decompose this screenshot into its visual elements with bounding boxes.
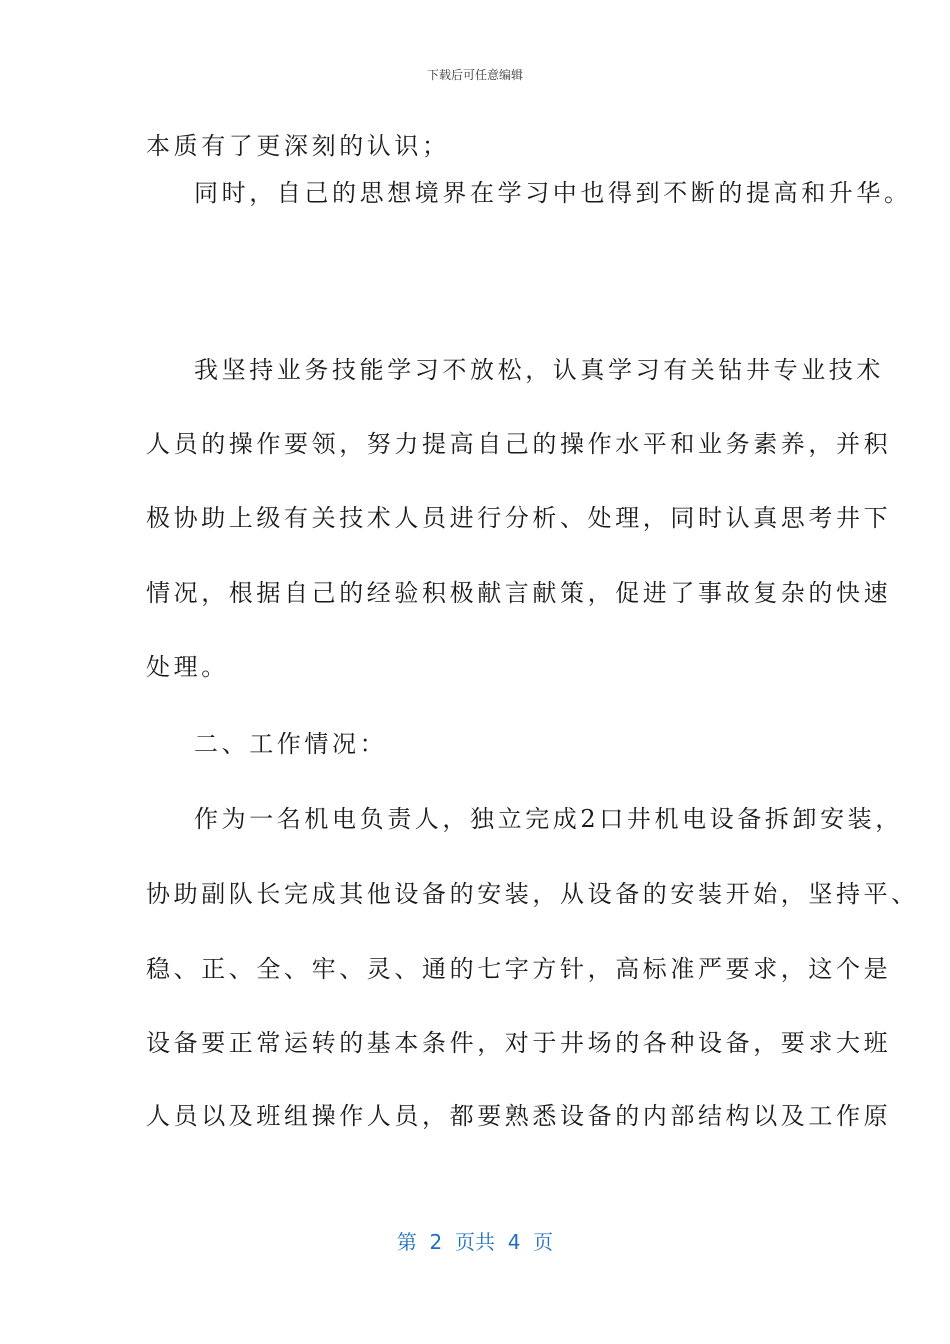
text-line-12: 设备要正常运转的基本条件，对于井场的各种设备，要求大班 [146, 1029, 892, 1057]
section-heading: 二、工作情况： [194, 730, 388, 758]
text-line-4: 人员的操作要领，努力提高自己的操作水平和业务素养，并积 [146, 430, 892, 458]
text-line-2: 同时，自己的思想境界在学习中也得到不断的提高和升华。 [194, 179, 912, 207]
text-line-11: 稳、正、全、牢、灵、通的七字方针，高标准严要求，这个是 [146, 955, 892, 983]
text-line-5: 极协助上级有关技术人员进行分析、处理，同时认真思考井下 [146, 504, 892, 532]
page-number: 第 2 页共 4 页 [396, 1230, 554, 1254]
text-line-7: 处理。 [146, 653, 229, 681]
header-note: 下载后可任意编辑 [426, 68, 523, 82]
text-line-6: 情况，根据自己的经验积极献言献策，促进了事故复杂的快速 [146, 579, 892, 607]
text-line-10: 协助副队长完成其他设备的安装，从设备的安装开始，坚持平、 [146, 880, 919, 908]
text-line-3: 我坚持业务技能学习不放松，认真学习有关钻井专业技术 [194, 356, 884, 384]
text-line-13: 人员以及班组操作人员，都要熟悉设备的内部结构以及工作原 [146, 1102, 892, 1130]
text-line-9: 作为一名机电负责人，独立完成2口井机电设备拆卸安装， [194, 805, 903, 833]
text-line-1: 本质有了更深刻的认识； [146, 132, 450, 160]
